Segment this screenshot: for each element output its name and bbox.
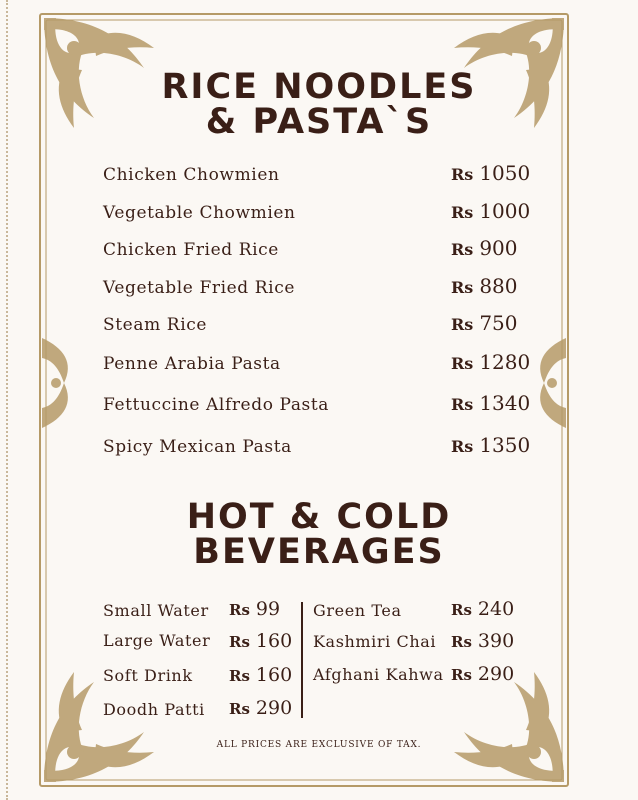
beverage-item-price xyxy=(451,630,514,652)
currency-label: Rs xyxy=(229,601,250,619)
menu-item-name: Fettuccine Alfredo Pasta xyxy=(103,395,330,415)
menu-item-name: Vegetable Fried Rice xyxy=(103,278,295,298)
beverage-item-price xyxy=(229,697,292,719)
currency-label: Rs xyxy=(451,165,474,184)
price-amount: 900 xyxy=(479,236,518,260)
currency-label: Rs xyxy=(451,203,474,222)
price-amount: 1350 xyxy=(479,433,531,457)
beverages-title-line1: HOT & COLD xyxy=(186,497,452,537)
price-amount: 240 xyxy=(477,598,515,620)
beverage-item-name: Small Water xyxy=(103,601,209,620)
beverage-item-price xyxy=(451,598,514,620)
menu-item-price xyxy=(451,311,518,335)
menu-item-price xyxy=(451,433,530,457)
price-amount: 1280 xyxy=(479,350,531,374)
menu-item-price xyxy=(451,199,530,223)
currency-label: Rs xyxy=(451,601,472,619)
currency-label: Rs xyxy=(451,437,474,456)
menu-item-price xyxy=(451,161,530,185)
menu-item-price xyxy=(451,236,518,260)
price-amount: 1340 xyxy=(479,391,531,415)
corner-flourish-bottom-left xyxy=(44,672,154,782)
tax-footnote: ALL PRICES ARE EXCLUSIVE OF TAX. xyxy=(216,740,422,750)
currency-label: Rs xyxy=(451,354,474,373)
price-amount: 290 xyxy=(477,663,515,685)
currency-label: Rs xyxy=(451,633,472,651)
menu-item-name: Vegetable Chowmien xyxy=(103,203,296,223)
beverage-item-price xyxy=(451,663,514,685)
beverage-item-name: Afghani Kahwa xyxy=(313,665,444,684)
menu-item-price xyxy=(451,274,518,298)
price-amount: 1000 xyxy=(479,199,531,223)
price-amount: 750 xyxy=(479,311,518,335)
beverage-item-price xyxy=(229,630,292,652)
currency-label: Rs xyxy=(451,315,474,334)
rice-section-title xyxy=(0,67,638,142)
price-amount: 880 xyxy=(479,274,518,298)
menu-item-price xyxy=(451,391,530,415)
menu-item-name: Spicy Mexican Pasta xyxy=(103,437,292,457)
price-amount: 160 xyxy=(255,664,293,686)
rice-title-line1: RICE NOODLES xyxy=(161,67,477,107)
currency-label: Rs xyxy=(451,240,474,259)
beverage-item-name: Large Water xyxy=(103,631,211,650)
currency-label: Rs xyxy=(229,633,250,651)
beverage-item-name: Green Tea xyxy=(313,601,402,620)
beverage-item-name: Kashmiri Chai xyxy=(313,632,437,651)
menu-item-name: Chicken Fried Rice xyxy=(103,240,279,260)
beverage-item-name: Doodh Patti xyxy=(103,700,205,719)
corner-flourish-bottom-right xyxy=(454,672,564,782)
price-amount: 390 xyxy=(477,630,515,652)
menu-item-price xyxy=(451,350,530,374)
currency-label: Rs xyxy=(451,666,472,684)
menu-item-name: Steam Rice xyxy=(103,315,208,335)
currency-label: Rs xyxy=(451,395,474,414)
rice-title-line2: & PASTA`S xyxy=(205,102,433,142)
beverages-title-line2: BEVERAGES xyxy=(193,532,445,572)
beverage-item-name: Soft Drink xyxy=(103,666,193,685)
beverage-item-price xyxy=(229,598,280,620)
beverages-section-title xyxy=(0,497,638,572)
price-amount: 99 xyxy=(255,598,281,620)
currency-label: Rs xyxy=(451,278,474,297)
price-amount: 160 xyxy=(255,630,293,652)
beverage-column-divider xyxy=(301,602,303,718)
menu-item-name: Penne Arabia Pasta xyxy=(103,354,281,374)
price-amount: 290 xyxy=(255,697,293,719)
currency-label: Rs xyxy=(229,700,250,718)
beverage-item-price xyxy=(229,664,292,686)
currency-label: Rs xyxy=(229,667,250,685)
menu-item-name: Chicken Chowmien xyxy=(103,165,280,185)
price-amount: 1050 xyxy=(479,161,531,185)
